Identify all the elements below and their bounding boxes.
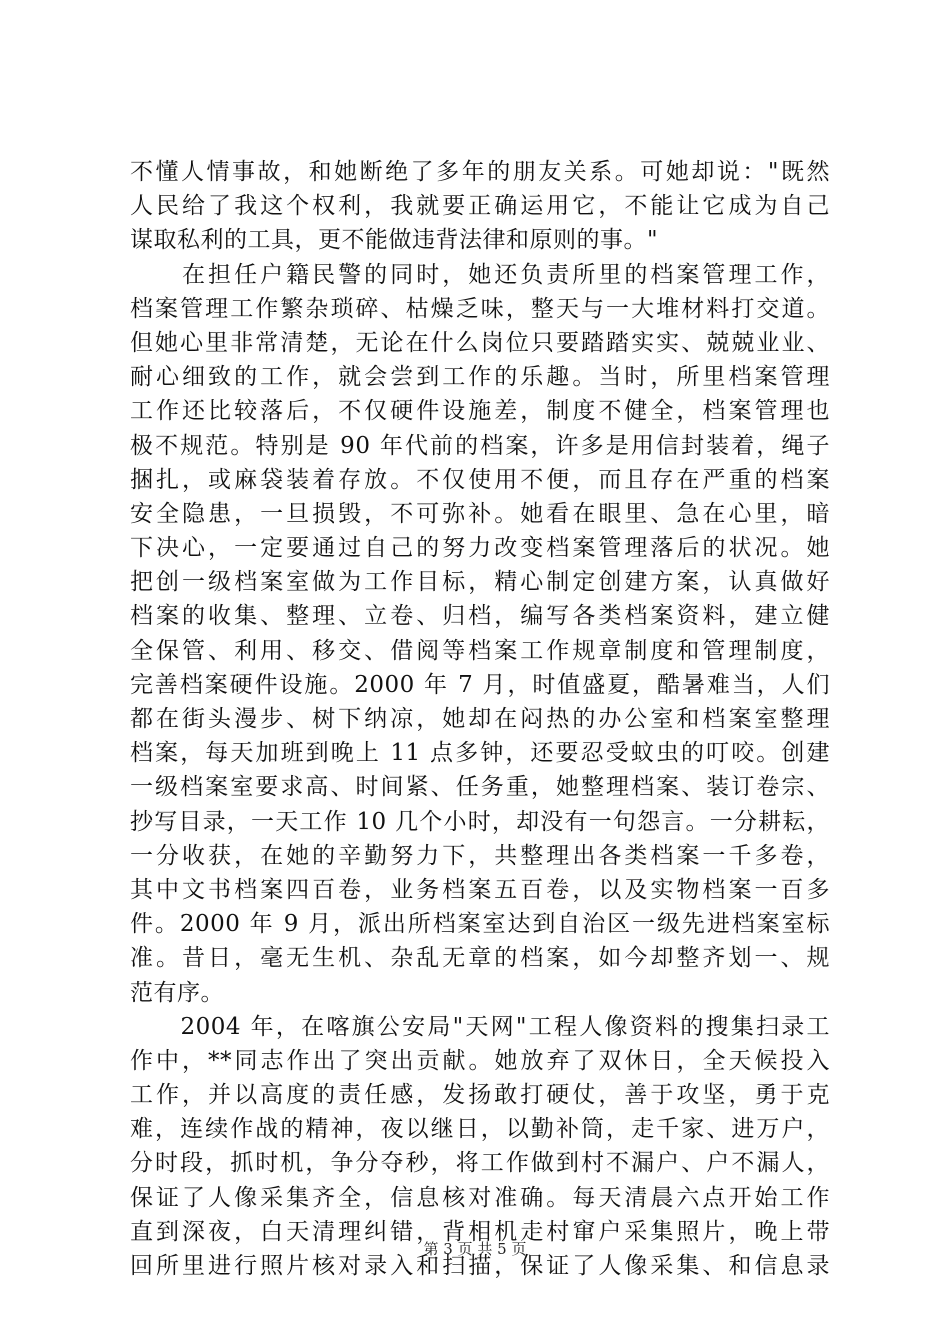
- text-line: 工作还比较落后，不仅硬件设施差，制度不健全，档案管理也: [130, 398, 830, 425]
- text-line: 耐心细致的工作，就会尝到工作的乐趣。当时，所里档案管理: [130, 364, 830, 391]
- text-line: 回所里进行照片核对录入和扫描，保证了人像采集、和信息录: [130, 1253, 830, 1279]
- text-line: 全保管、利用、移交、借阅等档案工作规章制度和管理制度，: [130, 637, 830, 664]
- text-line: 完善档案硬件设施。2000 年 7 月，时值盛夏，酷暑难当，人们: [130, 671, 830, 698]
- text-line: 准。昔日，毫无生机、杂乱无章的档案，如今却整齐划一、规: [130, 945, 830, 972]
- text-line: 但她心里非常清楚，无论在什么岗位只要踏踏实实、兢兢业业、: [130, 329, 830, 356]
- text-line: 谋取私利的工具，更不能做违背法律和原则的事。": [130, 227, 659, 254]
- text-line: 人民给了我这个权利，我就要正确运用它，不能让它成为自己: [130, 193, 830, 220]
- text-line: 2004 年，在喀旗公安局"天网"工程人像资料的搜集扫录工: [130, 1013, 830, 1040]
- text-line: 不懂人情事故，和她断绝了多年的朋友关系。可她却说："既然: [130, 159, 830, 185]
- text-line: 其中文书档案四百卷，业务档案五百卷，以及实物档案一百多: [130, 876, 830, 903]
- text-line: 档案的收集、整理、立卷、归档，编写各类档案资料，建立健: [130, 603, 830, 630]
- text-line: 一分收获，在她的辛勤努力下，共整理出各类档案一千多卷，: [130, 842, 830, 869]
- text-line: 范有序。: [130, 979, 224, 1006]
- text-line: 分时段，抓时机，争分夺秒，将工作做到村不漏户、户不漏人，: [130, 1150, 830, 1177]
- text-line: 一级档案室要求高、时间紧、任务重，她整理档案、装订卷宗、: [130, 774, 830, 801]
- text-line: 档案管理工作繁杂琐碎、枯燥乏味，整天与一大堆材料打交道。: [130, 295, 830, 322]
- text-line: 安全隐患，一旦损毁，不可弥补。她看在眼里、急在心里，暗: [130, 500, 830, 527]
- text-line: 难，连续作战的精神，夜以继日，以勤补筒，走千家、进万户，: [130, 1116, 830, 1143]
- text-line: 抄写目录，一天工作 10 几个小时，却没有一句怨言。一分耕耘，: [130, 808, 830, 835]
- text-line: 直到深夜，白天清理纠错，背相机走村窜户采集照片，晚上带: [130, 1218, 830, 1245]
- text-line: 在担任户籍民警的同时，她还负责所里的档案管理工作，: [130, 261, 830, 288]
- text-line: 作中，**同志作出了突出贡献。她放弃了双休日，全天候投入: [130, 1047, 830, 1074]
- text-line: 档案，每天加班到晚上 11 点多钟，还要忍受蚊虫的叮咬。创建: [130, 740, 830, 767]
- text-line: 保证了人像采集齐全，信息核对准确。每天清晨六点开始工作: [130, 1184, 830, 1211]
- text-line: 下决心，一定要通过自己的努力改变档案管理落后的状况。她: [130, 535, 830, 562]
- page-footer: 第 3 页 共 5 页: [423, 1240, 527, 1258]
- text-line: 极不规范。特别是 90 年代前的档案，许多是用信封装着，绳子: [130, 432, 830, 459]
- text-line: 把创一级档案室做为工作目标，精心制定创建方案，认真做好: [130, 569, 830, 596]
- body-text: [130, 155, 830, 1283]
- text-line: 件。2000 年 9 月，派出所档案室达到自治区一级先进档案室标: [130, 911, 830, 938]
- text-line: 都在街头漫步、树下纳凉，她却在闷热的办公室和档案室整理: [130, 706, 830, 732]
- text-line: 捆扎，或麻袋装着存放。不仅使用不便，而且存在严重的档案: [130, 466, 830, 493]
- text-line: 工作，并以高度的责任感，发扬敢打硬仗，善于攻坚，勇于克: [130, 1082, 830, 1109]
